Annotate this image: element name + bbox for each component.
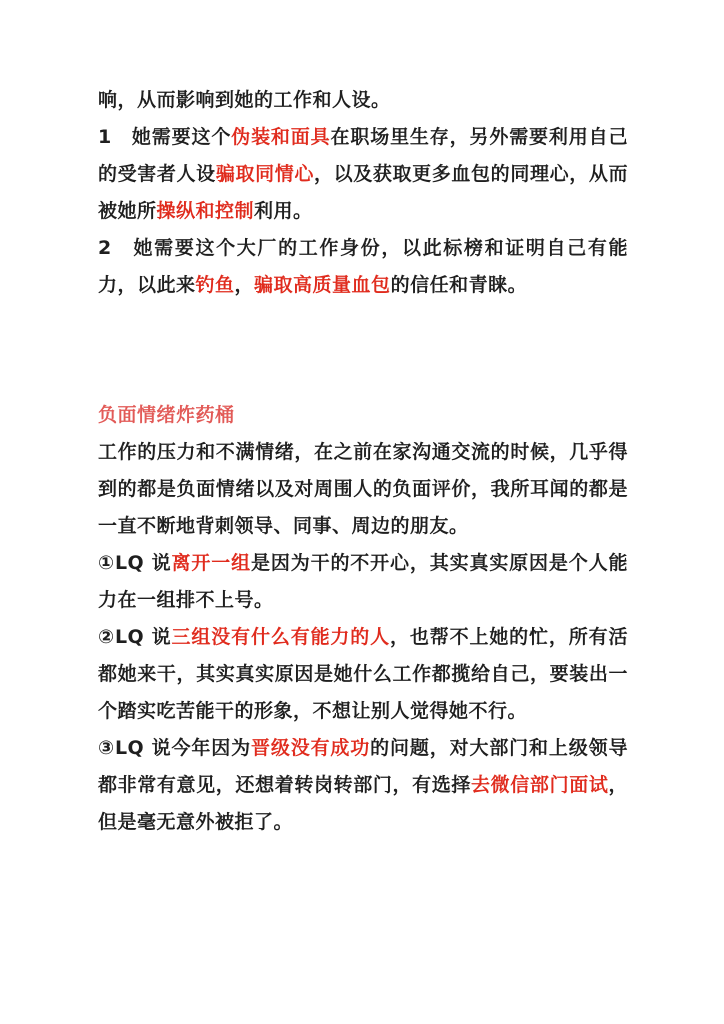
text-run: ，也帮不上她的忙，所有活都她来干，其实真实原因是她什么工作都揽给自己，要装出一个踏实吃苦能干的形象，不想让别人觉得她不行。 <box>98 626 628 722</box>
text-run: ①LQ 说 <box>98 552 172 574</box>
document-content <box>98 82 628 841</box>
highlight-red-text: 离开一组 <box>171 552 251 574</box>
highlight-red-text: 伪装和面具 <box>231 126 331 148</box>
highlight-red-text: 去微信部门面试 <box>471 774 609 796</box>
highlight-red-text: 骗取高质量血包 <box>254 274 391 296</box>
paragraph-point-1 <box>98 119 628 230</box>
paragraph-item-2 <box>98 619 628 730</box>
text-run: 2 她需要这个大厂的工作身份，以此标榜和证明自己有能力，以此来 <box>98 237 628 296</box>
highlight-red-text: 钓鱼 <box>195 274 235 296</box>
text-run: 在职场里生存，另外需要利用自己的受害者人设 <box>98 126 628 185</box>
text-run: ②LQ 说 <box>98 626 172 648</box>
text-run: 响，从而影响到她的工作和人设。 <box>98 89 391 111</box>
text-run: 利用。 <box>254 200 313 222</box>
paragraph-point-2 <box>98 230 628 304</box>
text-run: 是因为干的不开心，其实真实原因是个人能力在一组排不上号。 <box>98 552 628 611</box>
text-run: ，但是毫无意外被拒了。 <box>98 774 628 833</box>
text-run: 工作的压力和不满情绪，在之前在家沟通交流的时候，几乎得到的都是负面情绪以及对周围人的负面评价，我所耳闻的都是一直不断地背刺领导、同事、周边的朋友。 <box>98 441 628 537</box>
highlight-red-text: 操纵和控制 <box>156 200 255 222</box>
text-run: ， <box>234 274 255 296</box>
text-run: 的信任和青睐。 <box>390 274 528 296</box>
text-run: ，以及获取更多血包的同理心，从而被她所 <box>98 163 628 222</box>
highlight-red-text: 骗取同情心 <box>215 163 314 185</box>
section-heading: 负面情绪炸药桶 <box>98 404 235 426</box>
paragraph-negative-emotions <box>98 434 628 545</box>
highlight-red-text: 晋级没有成功 <box>250 737 371 759</box>
text-run: 1 她需要这个 <box>98 126 232 148</box>
highlight-red-text: 三组没有什么有能力的人 <box>171 626 391 648</box>
text-run: 的问题，对大部门和上级领导都非常有意见，还想着转岗转部门，有选择 <box>98 737 628 796</box>
text-run: ③LQ 说今年因为 <box>98 737 251 759</box>
paragraph-item-3 <box>98 730 628 841</box>
paragraph-intro <box>98 82 628 119</box>
paragraph-item-1 <box>98 545 628 619</box>
